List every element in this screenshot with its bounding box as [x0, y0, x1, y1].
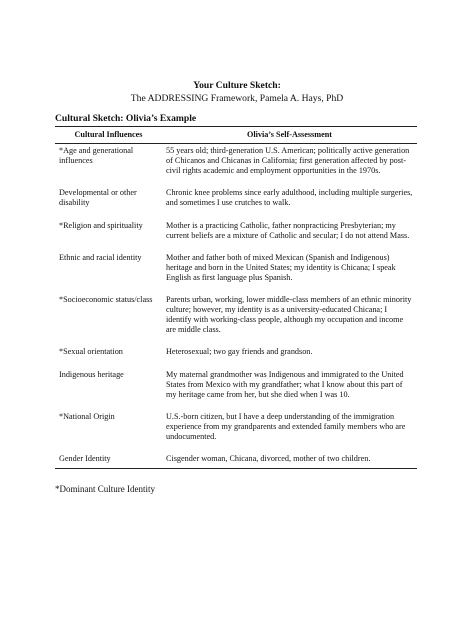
influence-cell: *National Origin	[59, 411, 115, 421]
table-row	[55, 343, 417, 365]
culture-sketch-table	[55, 126, 417, 469]
document-subtitle: The ADDRESSING Framework, Pamela A. Hays, PhD	[130, 93, 344, 104]
table-row	[55, 408, 417, 450]
assessment-cell: 55 years old; third-generation U.S. American; politically active generation of Chicanos and Chicanas in California; first generation affected by post-civil rights academic and employment opportunities in the 1970s.	[166, 146, 410, 176]
assessment-cell: Cisgender woman, Chicana, divorced, mother of two children.	[162, 450, 417, 469]
assessment-cell: Chronic knee problems since early adulthood, including multiple surgeries, and sometimes I use crutches to walk.	[166, 188, 413, 208]
section-title: Cultural Sketch: Olivia’s Example	[55, 113, 197, 124]
assessment-cell: U.S.-born citizen, but I have a deep understanding of the immigration experience from my grandparents and extended family members who are undocumented.	[166, 411, 406, 441]
assessment-cell: Mother is a practicing Catholic, father nonpracticing Presbyterian; my current beliefs are a mixture of Catholic and secular; I do not attend Mass.	[166, 220, 410, 240]
influence-cell: Developmental or other disability	[59, 188, 137, 208]
assessment-cell: Parents urban, working, lower middle-class members of an ethnic minority culture; however, my identity is as a university-educated Chicana; I identify with working-class people, although my occupation and income are middle class.	[166, 295, 412, 335]
assessment-cell: My maternal grandmother was Indigenous and immigrated to the United States from Mexico with my grandfather; what I know about this part of my heritage came from her, but she died when I was 10.	[166, 369, 404, 399]
table-row	[55, 450, 417, 469]
table-header-row	[55, 127, 417, 144]
table-row	[55, 144, 417, 185]
table-row	[55, 217, 417, 249]
assessment-cell: Mother and father both of mixed Mexican (Spanish and Indigenous) heritage and born in the United States; my identity is Chicana; I speak English as first language plus Spanish.	[166, 252, 396, 282]
document-title: Your Culture Sketch:	[193, 80, 281, 91]
influence-cell: *Age and generational influences	[59, 146, 134, 166]
table-row	[55, 184, 417, 216]
influence-cell: *Sexual orientation	[59, 347, 123, 357]
influence-cell: Indigenous heritage	[59, 369, 124, 379]
column-header-assessment: Olivia’s Self-Assessment	[162, 127, 417, 144]
table-row	[55, 249, 417, 291]
influence-cell: Ethnic and racial identity	[59, 252, 142, 262]
influence-cell: *Socioeconomic status/class	[59, 295, 153, 305]
footnote: *Dominant Culture Identity	[55, 484, 155, 494]
table-row	[55, 291, 417, 343]
assessment-cell: Heterosexual; two gay friends and grandson.	[166, 347, 313, 357]
influence-cell: Gender Identity	[55, 450, 162, 469]
column-header-influences: Cultural Influences	[55, 127, 162, 144]
table-row	[55, 366, 417, 408]
influence-cell: *Religion and spirituality	[59, 220, 143, 230]
